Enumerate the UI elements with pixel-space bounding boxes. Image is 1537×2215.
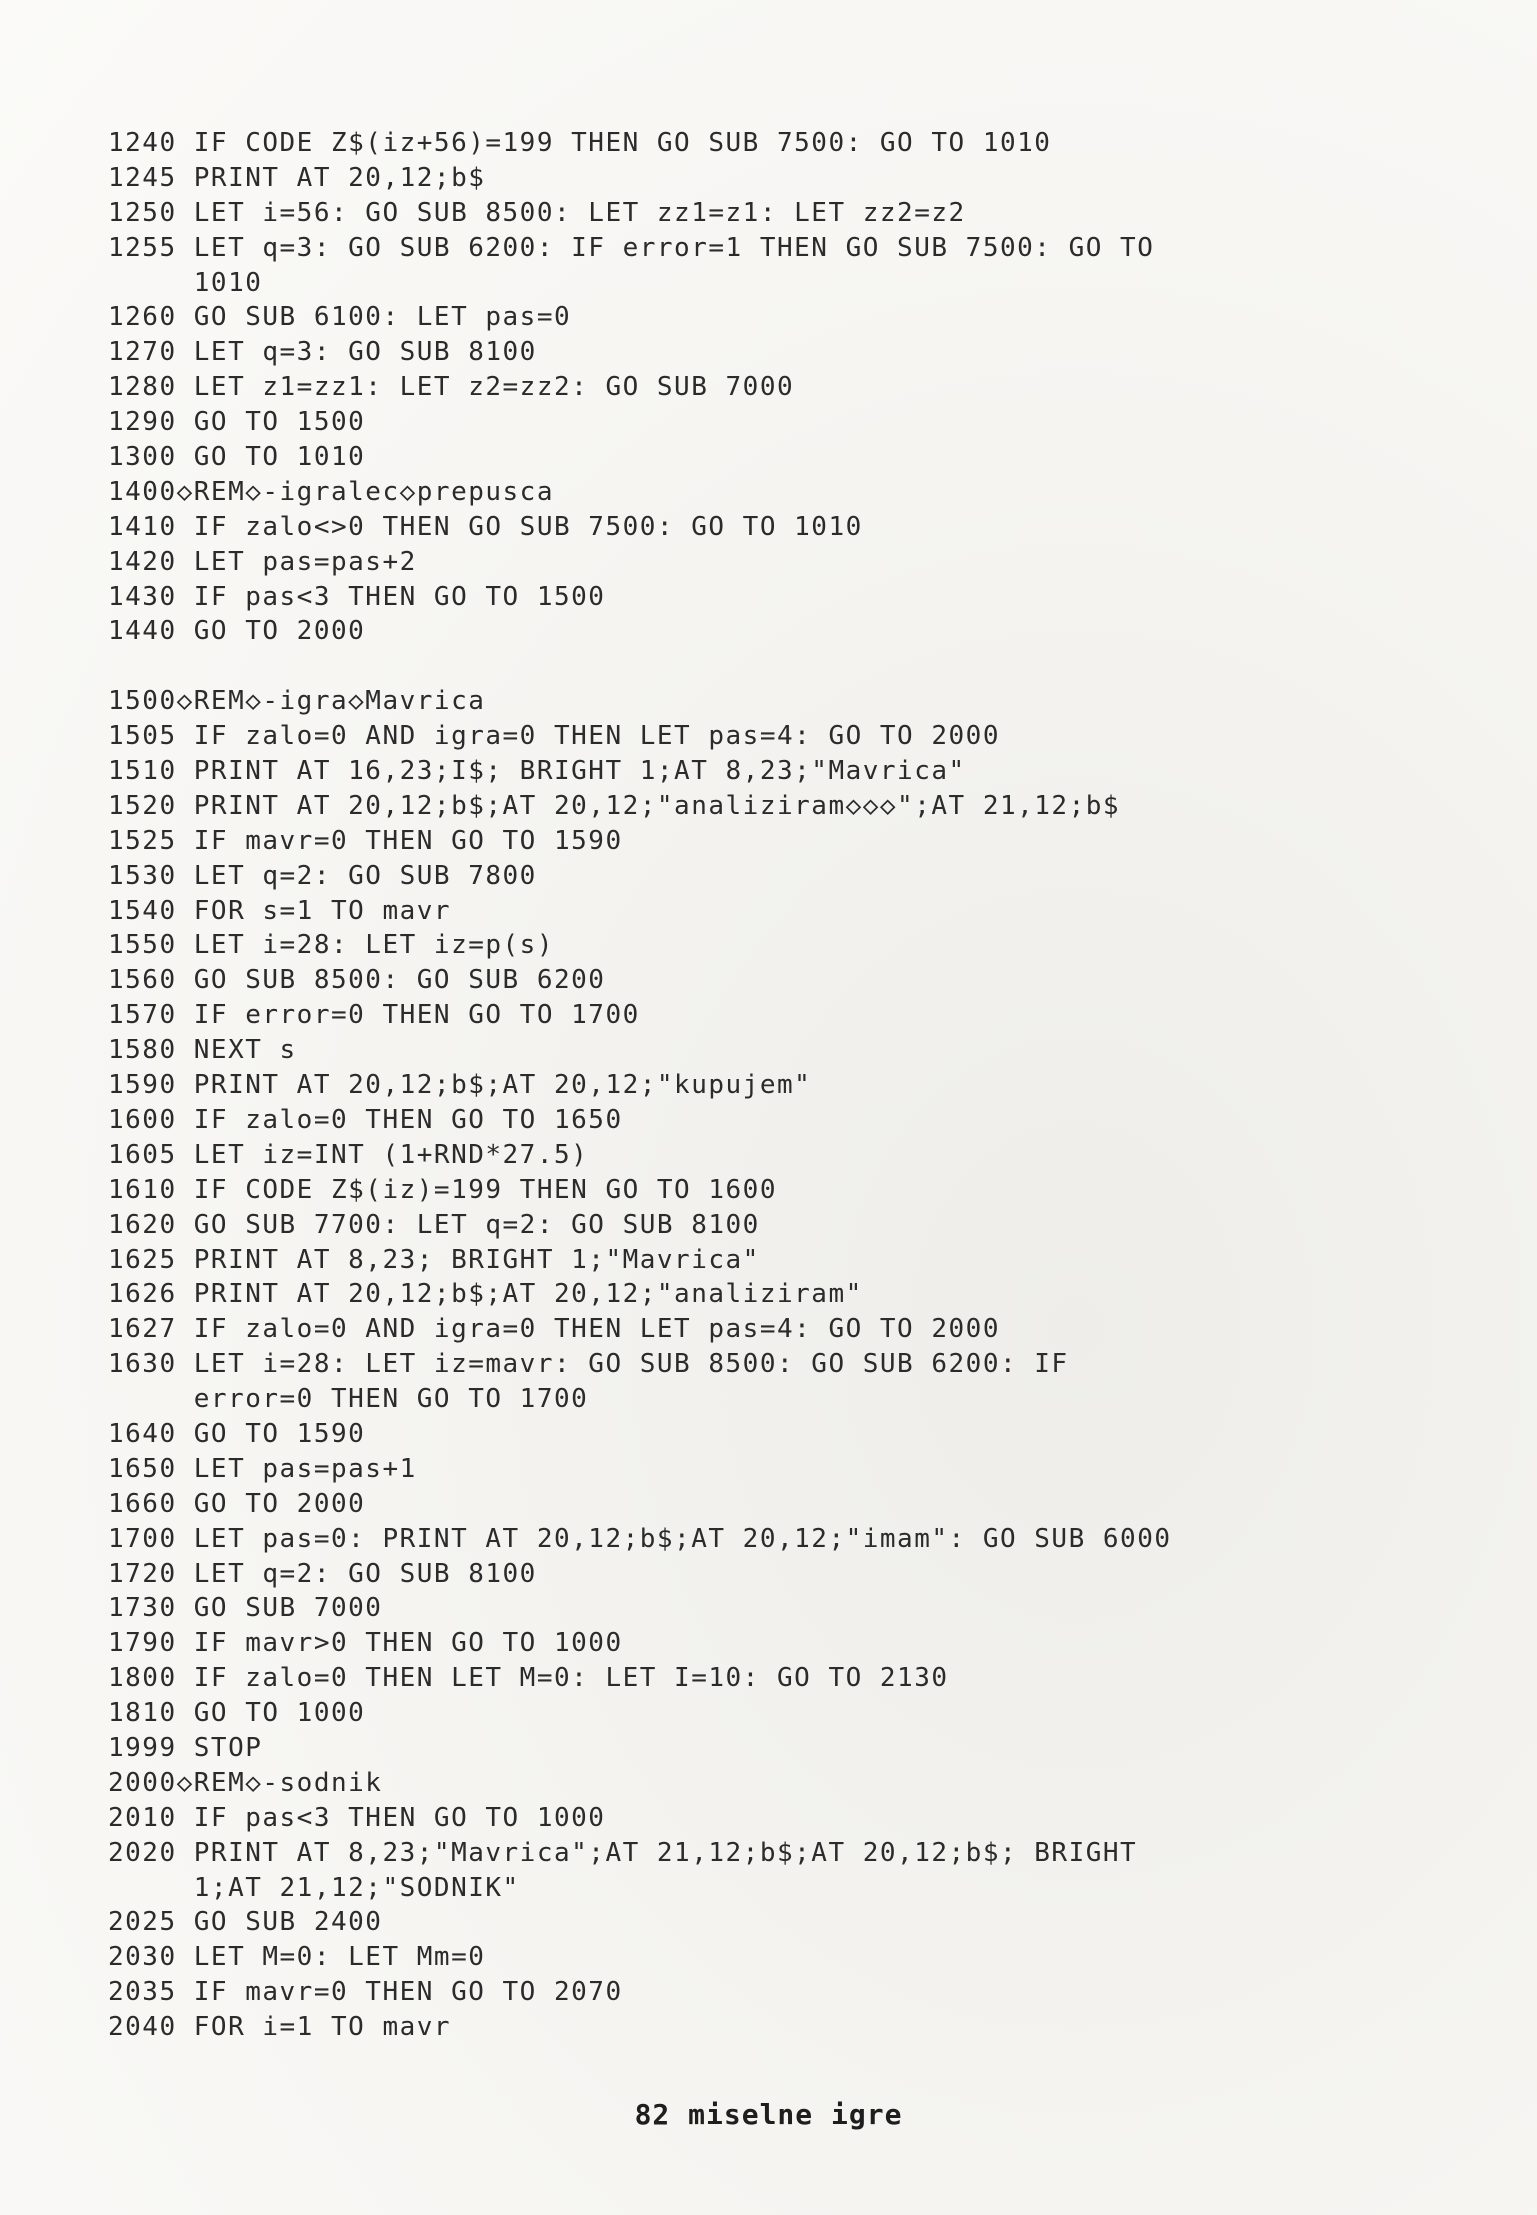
code-line: 1500◇REM◇-igra◇Mavrica <box>108 686 486 717</box>
code-line: 2030 LET M=0: LET Mm=0 <box>108 1942 486 1973</box>
basic-program-listing <box>108 126 1428 2045</box>
code-line: 1290 GO TO 1500 <box>108 407 366 438</box>
code-line: 1530 LET q=2: GO SUB 7800 <box>108 860 537 891</box>
code-line: 1410 IF zalo<>0 THEN GO SUB 7500: GO TO 1010 <box>108 511 863 542</box>
code-line: 1650 LET pas=pas+1 <box>108 1453 417 1484</box>
code-line: 2020 PRINT AT 8,23;"Mavrica";AT 21,12;b$;AT 20,12;b$; BRIGHT <box>108 1837 1138 1868</box>
code-line: 1790 IF mavr>0 THEN GO TO 1000 <box>108 1628 623 1659</box>
code-line: 1630 LET i=28: LET iz=mavr: GO SUB 8500: GO SUB 6200: IF <box>108 1349 1069 1380</box>
code-line: 1510 PRINT AT 16,23;I$; BRIGHT 1;AT 8,23;"Mavrica" <box>108 756 966 787</box>
code-line: 1560 GO SUB 8500: GO SUB 6200 <box>108 965 606 996</box>
code-line: 1627 IF zalo=0 AND igra=0 THEN LET pas=4: GO TO 2000 <box>108 1314 1000 1345</box>
code-line: 1520 PRINT AT 20,12;b$;AT 20,12;"analiziram◇◇◇";AT 21,12;b$ <box>108 790 1121 821</box>
code-line: 1280 LET z1=zz1: LET z2=zz2: GO SUB 7000 <box>108 372 795 403</box>
code-line: 1420 LET pas=pas+2 <box>108 546 417 577</box>
code-line: 2000◇REM◇-sodnik <box>108 1767 383 1798</box>
code-line: 1270 LET q=3: GO SUB 8100 <box>108 337 537 368</box>
code-line: 1610 IF CODE Z$(iz)=199 THEN GO TO 1600 <box>108 1174 777 1205</box>
code-line: 1660 GO TO 2000 <box>108 1488 366 1519</box>
code-line: 1550 LET i=28: LET iz=p(s) <box>108 930 554 961</box>
code-line: 1540 FOR s=1 TO mavr <box>108 895 452 926</box>
code-line: 1625 PRINT AT 8,23; BRIGHT 1;"Mavrica" <box>108 1244 760 1275</box>
code-line <box>108 649 1428 684</box>
code-line: 1810 GO TO 1000 <box>108 1698 366 1729</box>
code-line: 2040 FOR i=1 TO mavr <box>108 2012 452 2043</box>
code-line: 1245 PRINT AT 20,12;b$ <box>108 162 486 193</box>
code-line: 1800 IF zalo=0 THEN LET M=0: LET I=10: GO TO 2130 <box>108 1663 949 1694</box>
code-line: 1240 IF CODE Z$(iz+56)=199 THEN GO SUB 7500: GO TO 1010 <box>108 128 1052 158</box>
code-line: 1;AT 21,12;"SODNIK" <box>108 1872 520 1903</box>
code-line: 1525 IF mavr=0 THEN GO TO 1590 <box>108 825 623 856</box>
code-line: 1430 IF pas<3 THEN GO TO 1500 <box>108 581 606 612</box>
page-footer: 82 miselne igre <box>634 2098 903 2131</box>
code-line: 1400◇REM◇-igralec◇prepusca <box>108 476 554 507</box>
code-line: 1255 LET q=3: GO SUB 6200: IF error=1 THEN GO SUB 7500: GO TO <box>108 232 1155 263</box>
code-line: 1999 STOP <box>108 1732 263 1763</box>
code-line: 1700 LET pas=0: PRINT AT 20,12;b$;AT 20,12;"imam": GO SUB 6000 <box>108 1523 1172 1554</box>
code-line: 1580 NEXT s <box>108 1035 297 1066</box>
code-line: 1600 IF zalo=0 THEN GO TO 1650 <box>108 1104 623 1135</box>
code-line: 1010 <box>108 267 263 298</box>
code-line: 1730 GO SUB 7000 <box>108 1593 383 1624</box>
code-line: 1720 LET q=2: GO SUB 8100 <box>108 1558 537 1589</box>
code-line: 1640 GO TO 1590 <box>108 1418 366 1449</box>
code-line: 1605 LET iz=INT (1+RND*27.5) <box>108 1139 589 1170</box>
code-line: 1300 GO TO 1010 <box>108 442 366 473</box>
code-line: error=0 THEN GO TO 1700 <box>108 1384 589 1415</box>
code-line: 2010 IF pas<3 THEN GO TO 1000 <box>108 1802 606 1833</box>
code-line: 1590 PRINT AT 20,12;b$;AT 20,12;"kupujem" <box>108 1070 812 1101</box>
code-line: 1505 IF zalo=0 AND igra=0 THEN LET pas=4: GO TO 2000 <box>108 721 1000 752</box>
code-line: 2035 IF mavr=0 THEN GO TO 2070 <box>108 1977 623 2008</box>
code-line: 2025 GO SUB 2400 <box>108 1907 383 1938</box>
code-line: 1620 GO SUB 7700: LET q=2: GO SUB 8100 <box>108 1209 760 1240</box>
code-line: 1626 PRINT AT 20,12;b$;AT 20,12;"analiziram" <box>108 1279 863 1310</box>
code-line: 1570 IF error=0 THEN GO TO 1700 <box>108 1000 640 1031</box>
code-line: 1440 GO TO 2000 <box>108 616 366 647</box>
code-line: 1260 GO SUB 6100: LET pas=0 <box>108 302 572 333</box>
code-line: 1250 LET i=56: GO SUB 8500: LET zz1=z1: LET zz2=z2 <box>108 197 966 228</box>
